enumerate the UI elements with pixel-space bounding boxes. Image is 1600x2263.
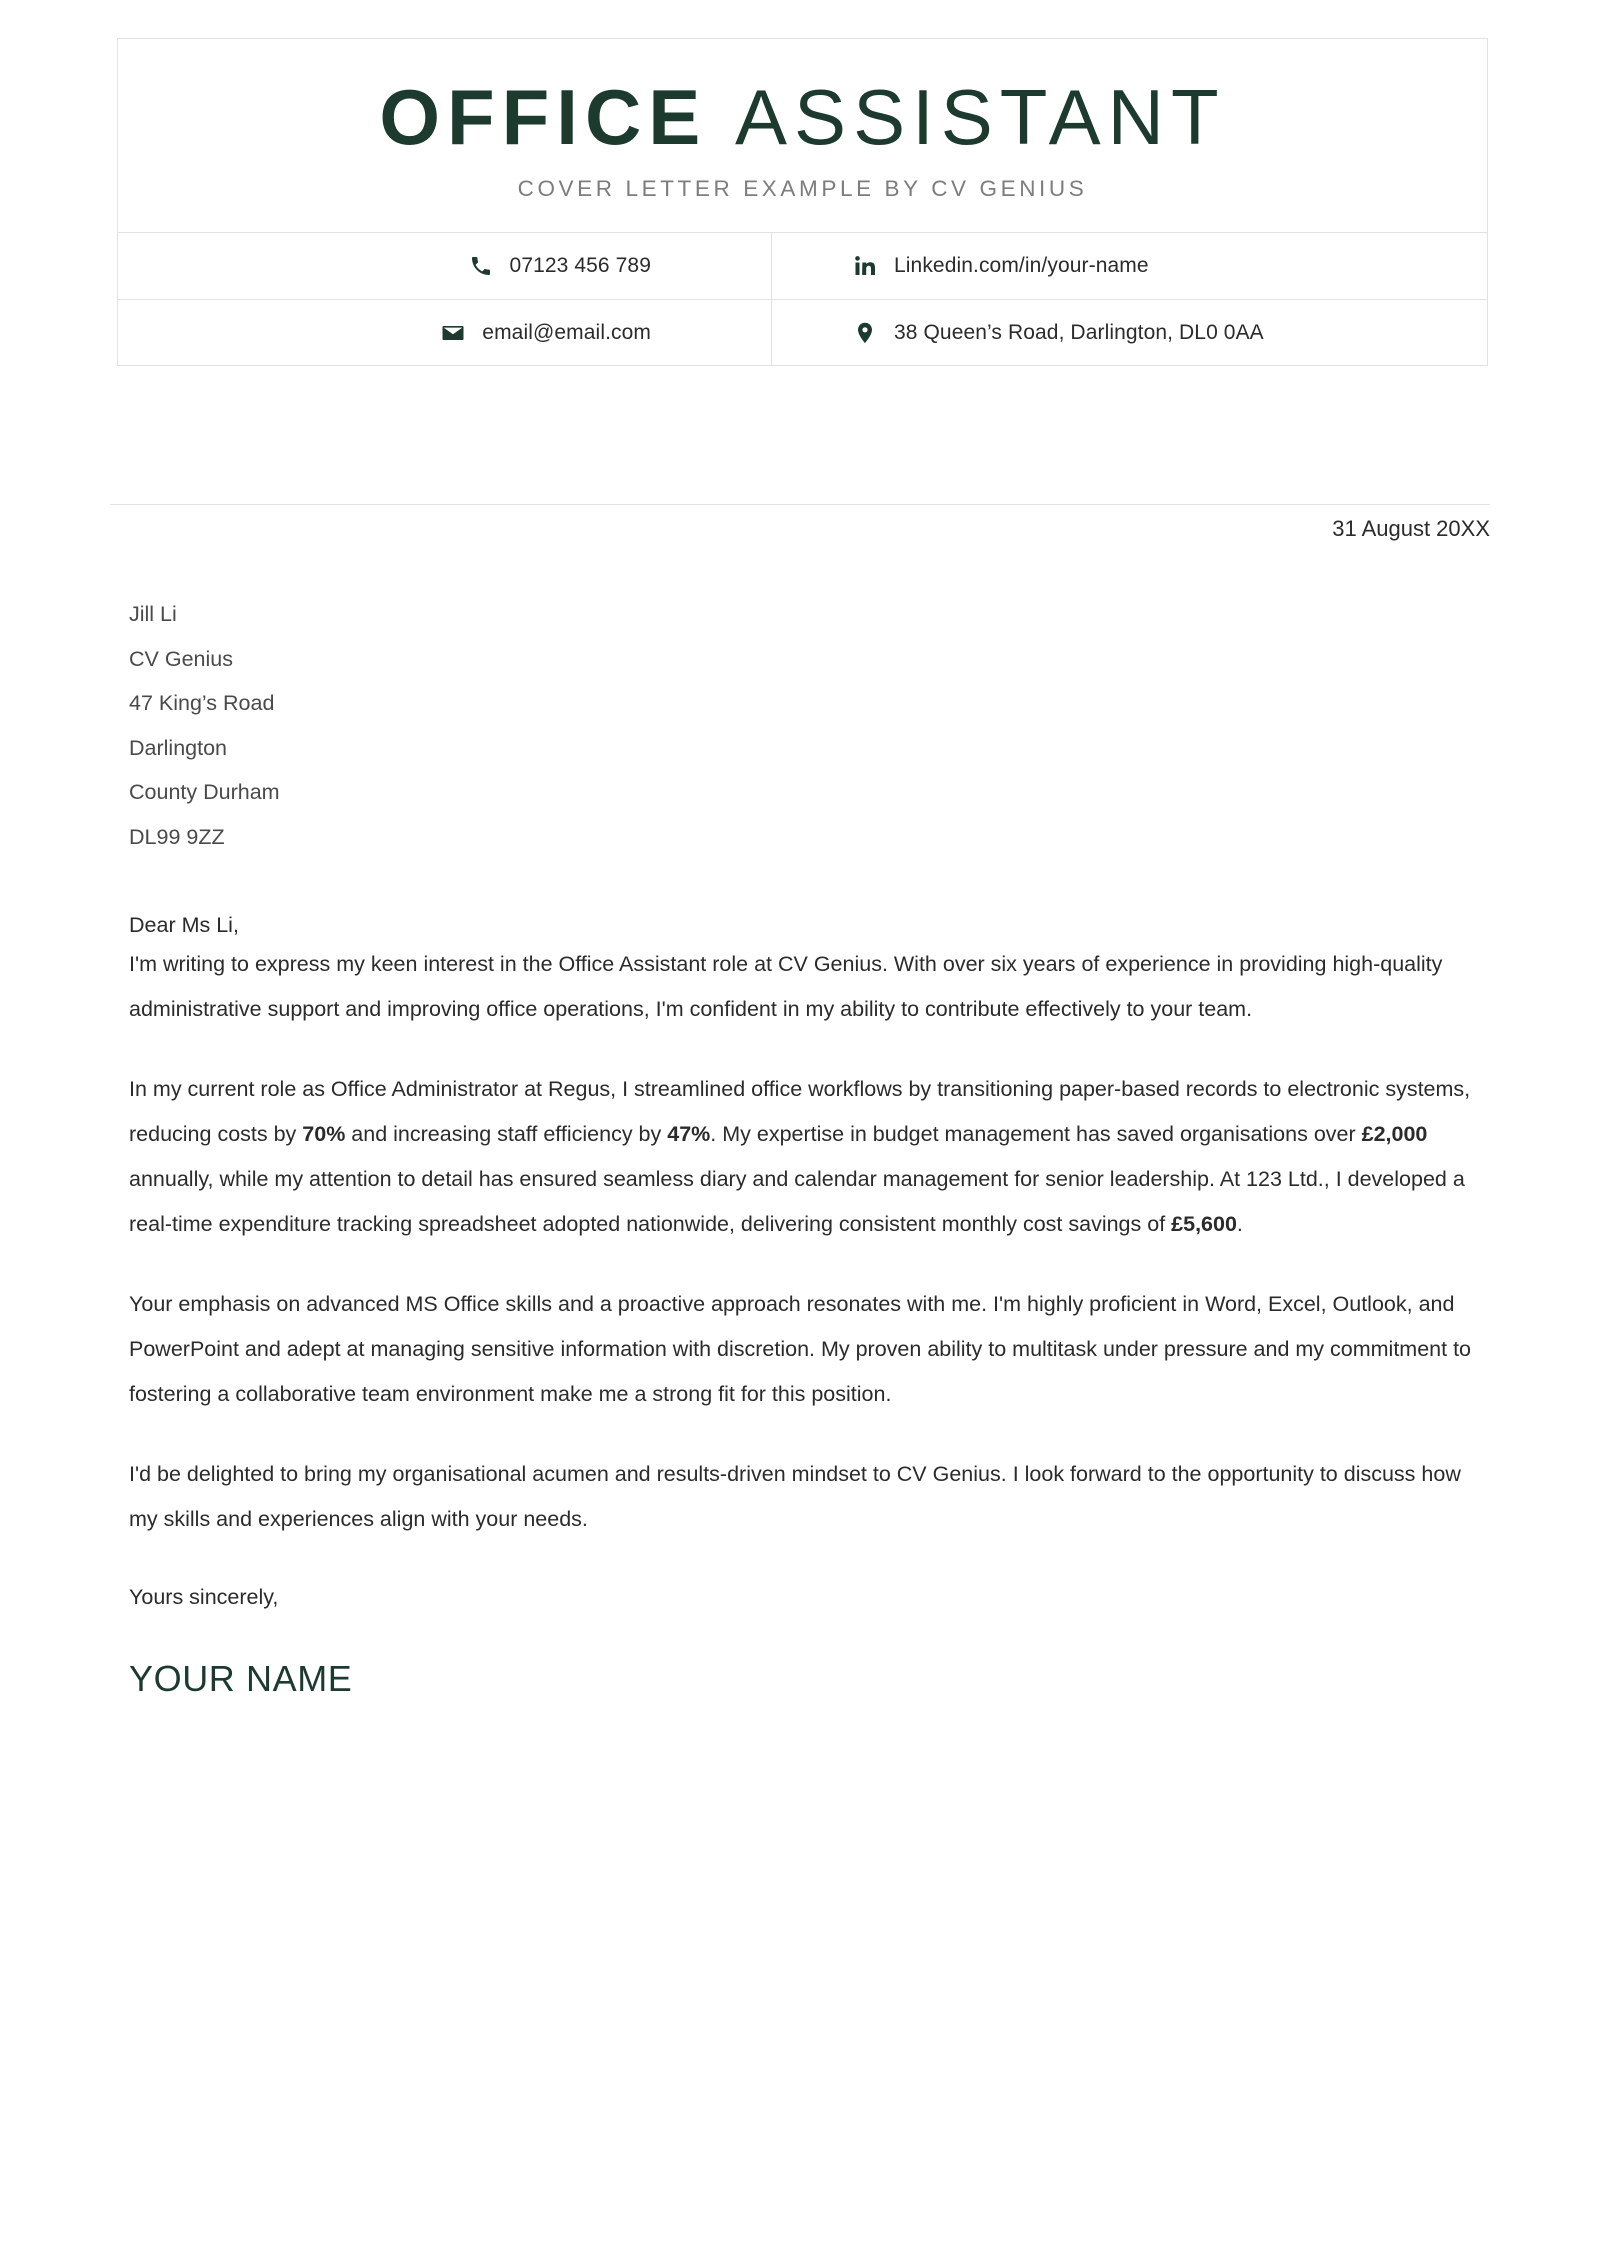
contact-item-linkedin[interactable] — [771, 233, 1487, 299]
phone-icon — [468, 253, 494, 279]
linkedin-icon — [852, 253, 878, 279]
paragraph-text: annually, while my attention to detail has ensured seamless diary and calendar management for senior leadership. At 123 Ltd., I developed a real-time expenditure tracking spreadsheet adopted nationwide, delivering consistent monthly cost savings of — [129, 1167, 1465, 1236]
emphasis-metric: £2,000 — [1361, 1122, 1428, 1146]
contact-item-phone — [118, 233, 771, 299]
paragraph-text: In my current role as Office Administrator at Regus, I streamlined office workflows by transitioning paper-based records to electronic systems, reducing costs by — [129, 1077, 1471, 1146]
title-area — [118, 39, 1487, 232]
paragraph-text: and increasing staff efficiency by — [345, 1122, 668, 1146]
letter-date: 31 August 20XX — [1332, 516, 1490, 541]
letter-paragraph — [129, 1067, 1479, 1247]
letter-header — [117, 38, 1488, 366]
title-strong-part: OFFICE — [379, 73, 708, 161]
salutation: Dear Ms Li, — [129, 913, 239, 937]
paragraph-text: I'm writing to express my keen interest in the Office Assistant role at CV Genius. With over six years of experience in providing high-quality administrative support and improving office operations, I'm confident in my ability to contribute effectively to your team. — [129, 952, 1443, 1021]
contact-item-address — [771, 299, 1487, 365]
emphasis-metric: 47% — [667, 1122, 711, 1146]
page-subtitle: COVER LETTER EXAMPLE BY CV GENIUS — [517, 176, 1088, 202]
recipient-line: CV Genius — [129, 646, 233, 671]
letter-paragraph — [129, 942, 1479, 1032]
paragraph-text: . — [1236, 1212, 1243, 1236]
signoff: Yours sincerely, — [129, 1585, 279, 1609]
contact-grid — [118, 232, 1487, 365]
paragraph-text: . My expertise in budget management has saved organisations over — [710, 1122, 1362, 1146]
phone-value: 07123 456 789 — [509, 254, 651, 278]
letter-paragraph — [129, 1452, 1479, 1542]
paragraph-text: I'd be delighted to bring my organisational acumen and results-driven mindset to CV Genius. I look forward to the opportunity to discuss how my skills and experiences align with your needs. — [129, 1462, 1461, 1531]
paragraph-text: Your emphasis on advanced MS Office skills and a proactive approach resonates with me. I'm highly proficient in Word, Excel, Outlook, and PowerPoint and adept at managing sensitive information with discretion. My proven ability to multitask under pressure and my commitment to fostering a collaborative team environment make me a strong fit for this position. — [129, 1292, 1471, 1406]
recipient-line: Jill Li — [129, 602, 177, 626]
page-title — [118, 73, 1487, 161]
emphasis-metric: 70% — [302, 1122, 346, 1146]
contact-item-email[interactable] — [118, 299, 771, 365]
email-value: email@email.com — [482, 320, 651, 344]
recipient-address-block — [129, 592, 1479, 859]
letter-body — [129, 592, 1479, 1700]
address-value: 38 Queen’s Road, Darlington, DL0 0AA — [894, 320, 1264, 344]
header-divider — [110, 504, 1490, 505]
linkedin-value: Linkedin.com/in/your-name — [894, 254, 1149, 278]
location-pin-icon — [852, 320, 878, 346]
envelope-icon — [440, 320, 466, 346]
recipient-line: County Durham — [129, 780, 280, 804]
title-light-part: ASSISTANT — [735, 73, 1226, 161]
signature-name: YOUR NAME — [129, 1658, 353, 1699]
emphasis-metric: £5,600 — [1171, 1212, 1237, 1236]
letter-paragraph — [129, 1282, 1479, 1417]
recipient-line: 47 King’s Road — [129, 691, 275, 715]
recipient-line: Darlington — [129, 735, 227, 760]
recipient-line: DL99 9ZZ — [129, 824, 225, 849]
letter-paragraphs — [129, 942, 1479, 1542]
